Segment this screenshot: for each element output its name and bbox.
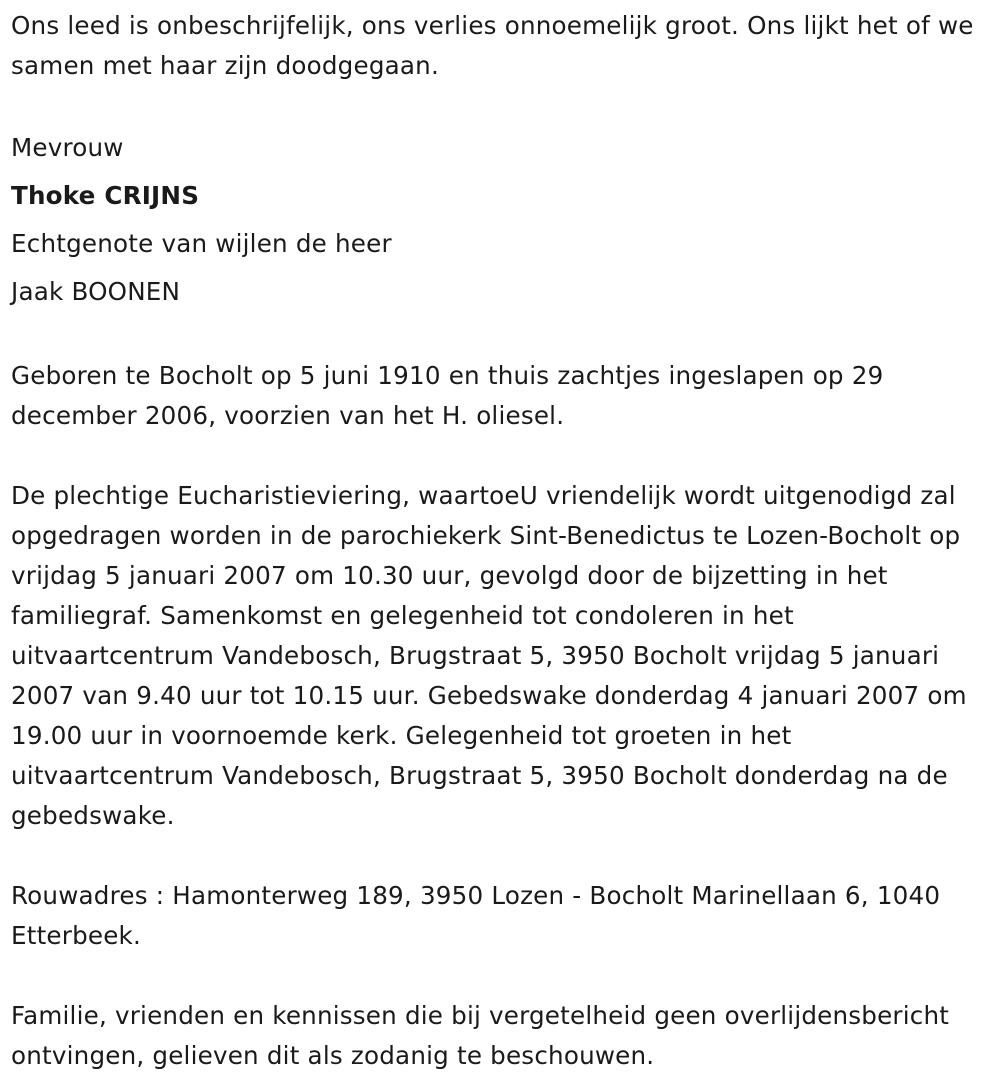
person-block [11,124,991,316]
person-relation: Echtgenote van wijlen de heer [11,229,392,258]
spouse-name: Jaak BOONEN [11,277,181,306]
spacer [11,436,991,476]
obituary-text [11,6,991,1076]
ceremony-paragraph: De plechtige Eucharistieviering, waartoeU vriendelijk wordt uitgenodigd zal opgedragen worden in de parochiekerk Sint-Benedictus te Lozen-Bocholt op vrijdag 5 januari 2007 om 10.30 uur, gevolgd door de bijzetting in het familiegraf. Samenkomst en gelegenheid tot condoleren in het uitvaartcentrum Vandebosch, Brugstraat 5, 3950 Bocholt vrijdag 5 januari 2007 van 9.40 uur tot 10.15 uur. Gebedswake donderdag 4 januari 2007 om 19.00 uur in voornoemde kerk. Gelegenheid tot groeten in het uitvaartcentrum Vandebosch, Brugstraat 5, 3950 Bocholt donderdag na de gebedswake. [11,481,967,830]
person-name: Thoke CRIJNS [11,181,200,210]
intro-paragraph: Ons leed is onbeschrijfelijk, ons verlies onnoemelijk groot. Ons lijkt het of we samen met haar zijn doodgegaan. [11,11,974,80]
spacer [11,316,991,356]
spacer [11,836,991,876]
spacer [11,956,991,996]
person-title: Mevrouw [11,133,124,162]
birth-death-paragraph: Geboren te Bocholt op 5 juni 1910 en thuis zachtjes ingeslapen op 29 december 2006, voorzien van het H. oliesel. [11,361,884,430]
address-paragraph: Rouwadres : Hamonterweg 189, 3950 Lozen - Bocholt Marinellaan 6, 1040 Etterbeek. [11,881,941,950]
closing-paragraph: Familie, vrienden en kennissen die bij vergetelheid geen overlijdensbericht ontvingen, gelieven dit als zodanig te beschouwen. [11,1001,950,1070]
